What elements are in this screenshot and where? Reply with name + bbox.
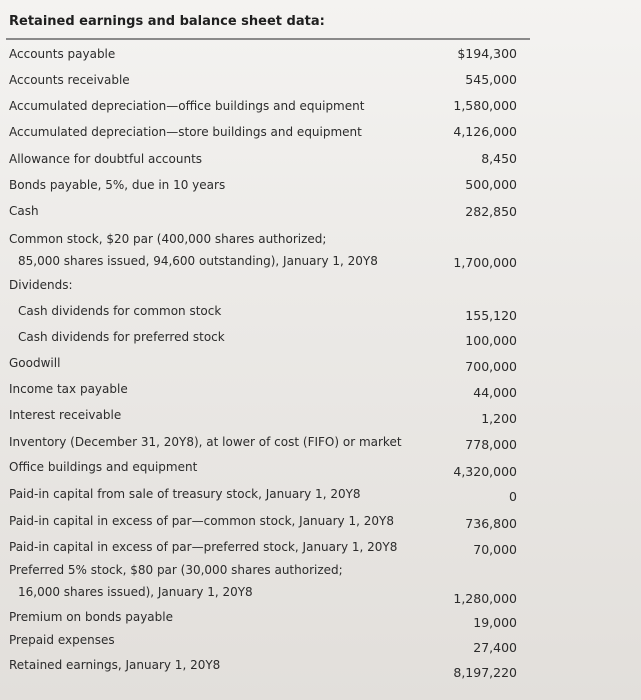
row-label-line: Prepaid expenses	[9, 633, 115, 647]
row-label-line: Paid-in capital in excess of par—common stock, January 1, 20Y8	[9, 514, 394, 528]
row-label	[9, 510, 394, 532]
row-label-line: Allowance for doubtful accounts	[9, 152, 203, 166]
row-value: 1,280,000	[453, 591, 517, 606]
row-label-line: Accounts payable	[9, 47, 116, 61]
row-label-line: Accumulated depreciation—office buildings and equipment	[9, 99, 365, 113]
row-label-line: Interest receivable	[9, 408, 122, 422]
row-label	[9, 536, 397, 558]
row-value: 8,197,220	[453, 665, 517, 680]
row-label-line: Accumulated depreciation—store buildings and equipment	[9, 125, 362, 139]
row-value: 736,800	[465, 516, 517, 531]
row-value: 4,126,000	[453, 124, 517, 139]
row-label	[9, 483, 361, 505]
row-label	[9, 606, 173, 628]
row-label	[9, 69, 130, 91]
row-value: 1,700,000	[453, 255, 517, 270]
row-value: 545,000	[465, 72, 517, 87]
row-value: 155,120	[465, 308, 517, 323]
row-label	[9, 629, 115, 651]
row-value: 27,400	[473, 640, 517, 655]
row-value: 19,000	[473, 615, 517, 630]
row-value: 8,450	[481, 151, 517, 166]
row-label	[9, 95, 364, 117]
row-label	[9, 43, 115, 65]
row-label	[9, 559, 343, 603]
row-label-line: Income tax payable	[9, 382, 128, 396]
row-label	[18, 326, 225, 348]
title-divider	[6, 38, 530, 40]
row-value: 0	[509, 489, 517, 504]
row-value: 282,850	[465, 204, 517, 219]
row-label	[9, 174, 225, 196]
row-label-line: Bonds payable, 5%, due in 10 years	[9, 178, 226, 192]
row-label	[9, 654, 220, 676]
row-label-line: Cash dividends for common stock	[18, 304, 222, 318]
row-label-line: Dividends:	[9, 278, 73, 292]
row-label-line: Paid-in capital in excess of par—preferred stock, January 1, 20Y8	[9, 540, 398, 554]
row-label-line: Cash	[9, 204, 39, 218]
row-value: 44,000	[473, 385, 517, 400]
row-label-line: Office buildings and equipment	[9, 460, 198, 474]
row-label-continuation: 85,000 shares issued, 94,600 outstanding), January 1, 20Y8	[18, 254, 378, 268]
row-value: 100,000	[465, 333, 517, 348]
row-label	[9, 352, 60, 374]
row-label-line: Paid-in capital from sale of treasury stock, January 1, 20Y8	[9, 487, 361, 501]
row-label-line: Inventory (December 31, 20Y8), at lower of cost (FIFO) or market	[9, 435, 402, 449]
row-label-line: Retained earnings, January 1, 20Y8	[9, 658, 221, 672]
row-label	[9, 456, 197, 478]
row-value: 778,000	[465, 437, 517, 452]
row-label	[9, 121, 362, 143]
row-label	[9, 228, 378, 272]
row-label	[9, 404, 121, 426]
row-label-line: Accounts receivable	[9, 73, 130, 87]
row-label	[9, 148, 202, 170]
row-label-continuation: 16,000 shares issued), January 1, 20Y8	[18, 585, 253, 599]
row-value: 500,000	[465, 177, 517, 192]
row-label-line: Preferred 5% stock, $80 par (30,000 shares authorized;	[9, 563, 343, 577]
row-value: 1,580,000	[453, 98, 517, 113]
row-label	[9, 431, 402, 453]
section-title: Retained earnings and balance sheet data:	[9, 14, 325, 29]
row-label-line: Common stock, $20 par (400,000 shares authorized;	[9, 232, 327, 246]
row-label	[9, 378, 128, 400]
row-label-line: Cash dividends for preferred stock	[18, 330, 225, 344]
row-label	[9, 274, 73, 296]
row-label	[9, 200, 39, 222]
row-value: 70,000	[473, 542, 517, 557]
row-value: 4,320,000	[453, 464, 517, 479]
row-label-line: Goodwill	[9, 356, 61, 370]
row-label-line: Premium on bonds payable	[9, 610, 173, 624]
row-value: $194,300	[457, 46, 517, 61]
row-value: 1,200	[481, 411, 517, 426]
row-label	[18, 300, 221, 322]
row-value: 700,000	[465, 359, 517, 374]
